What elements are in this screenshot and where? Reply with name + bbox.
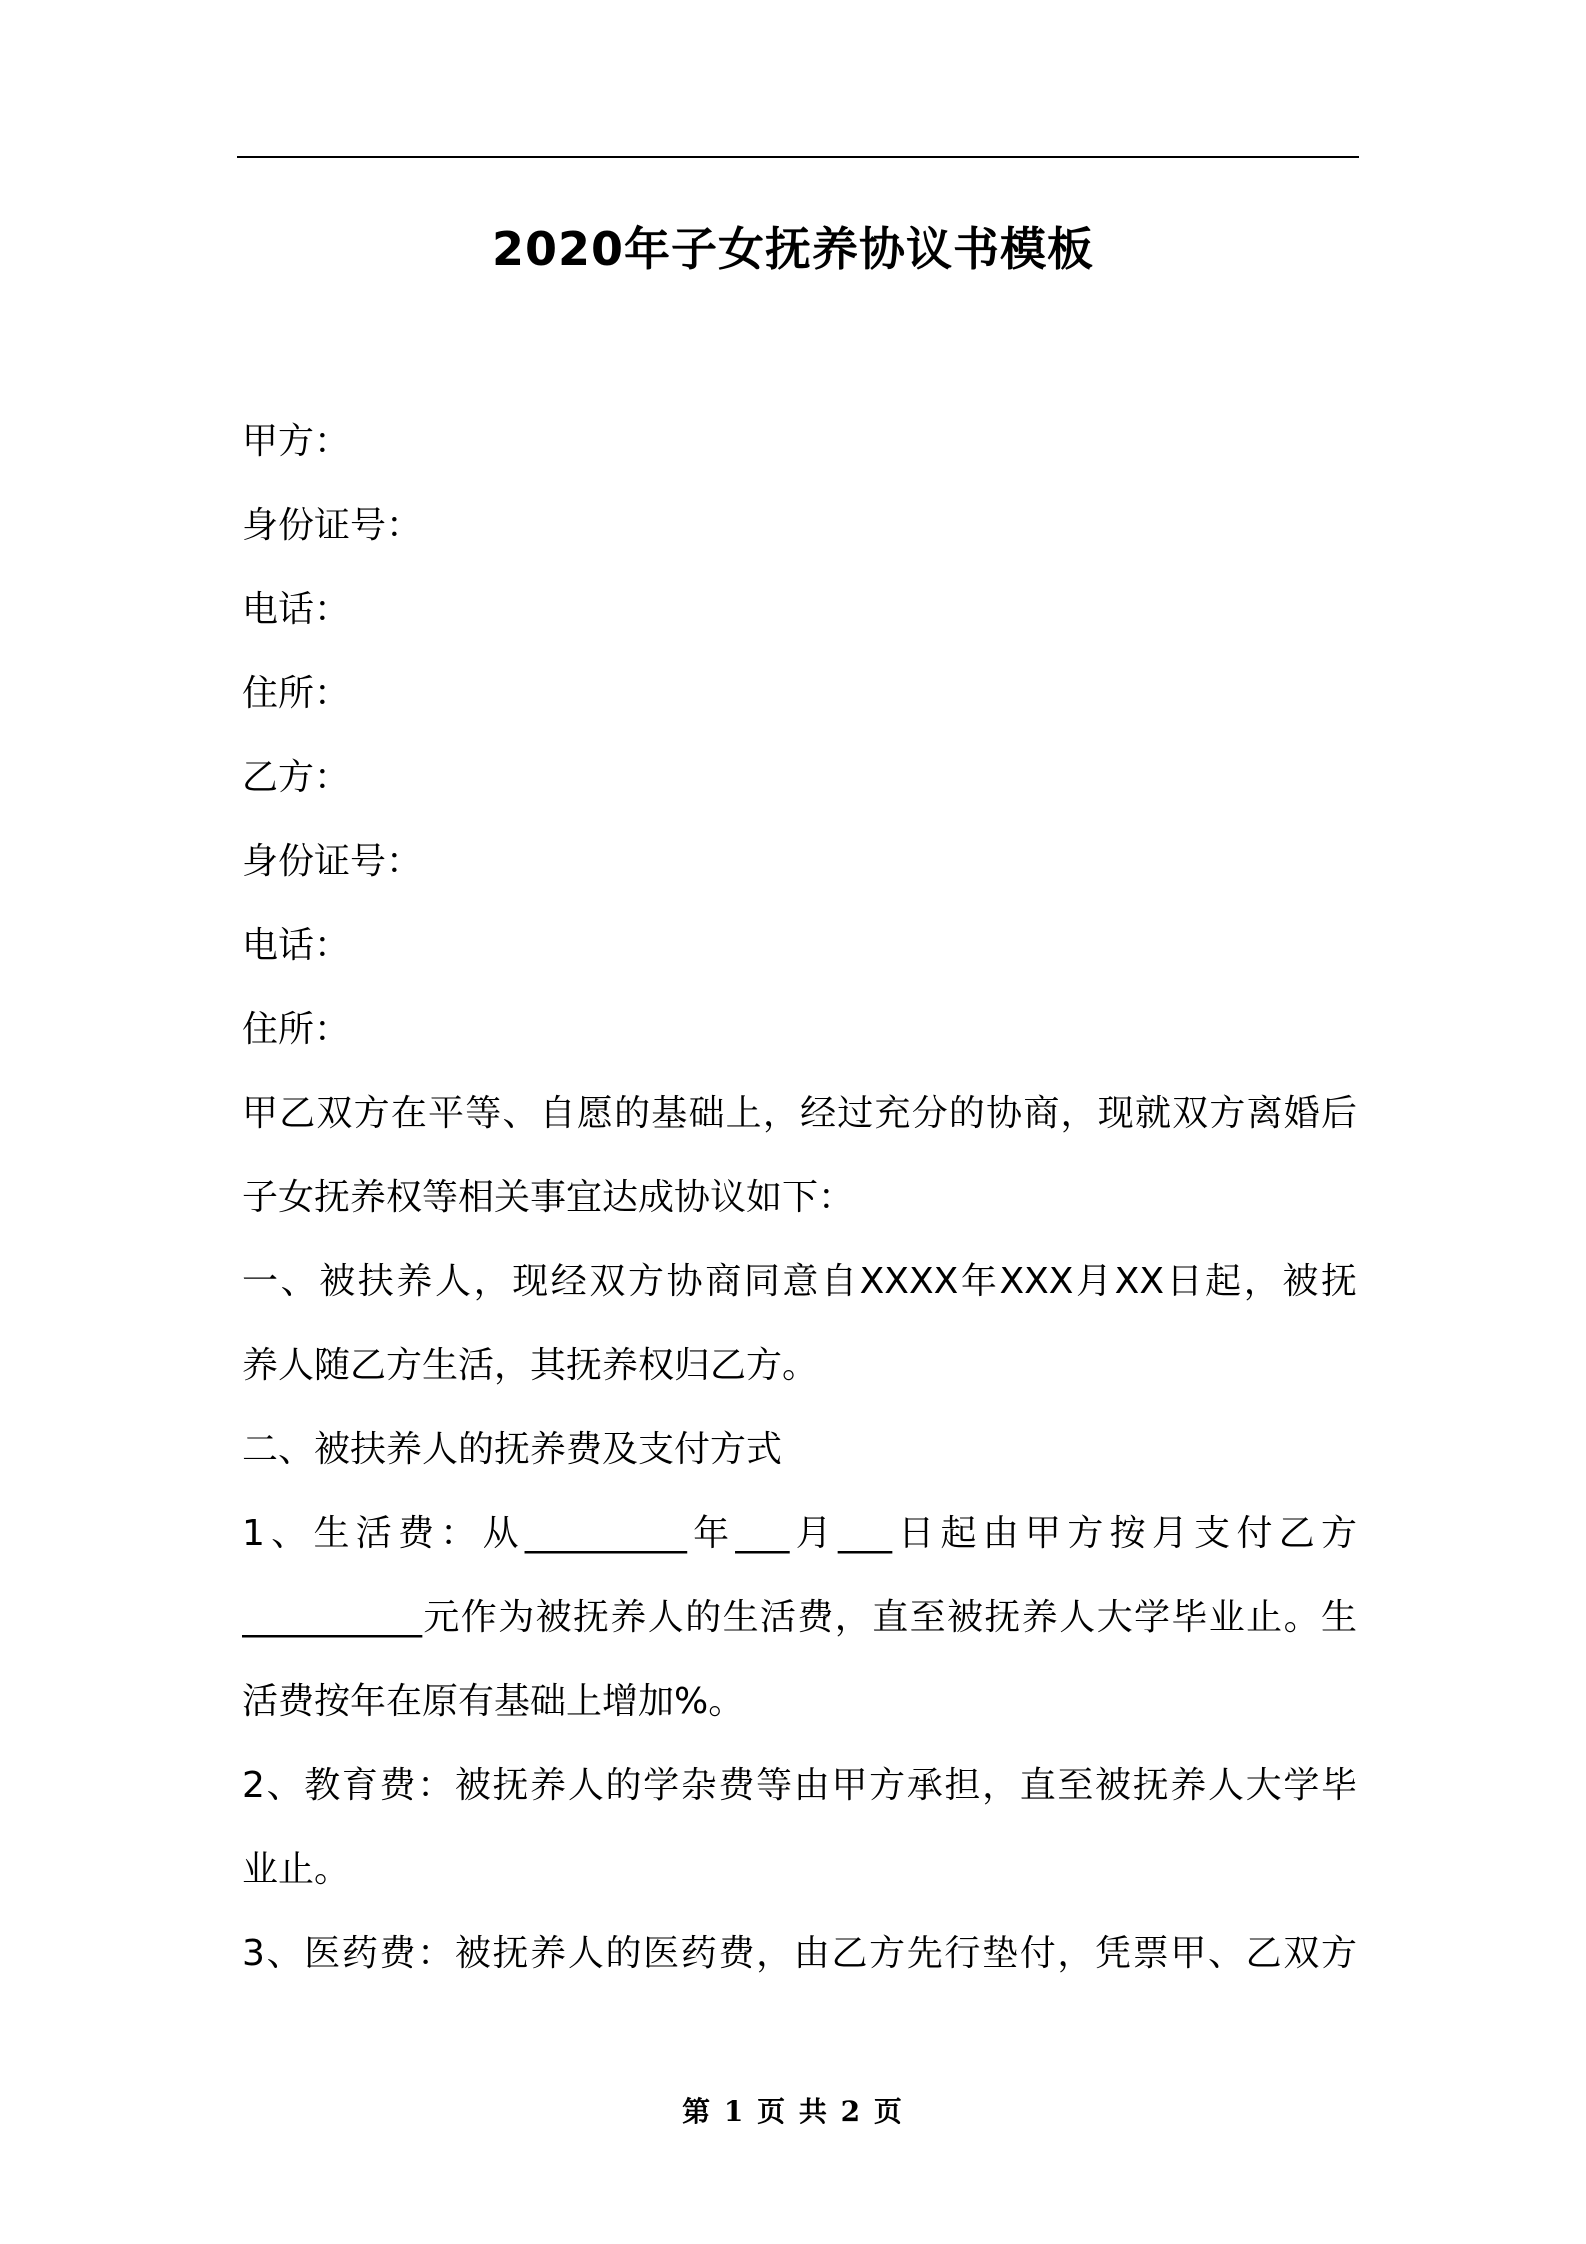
header-rule xyxy=(237,156,1359,158)
preamble-line-1: 甲乙双方在平等、自愿的基础上，经过充分的协商，现就双方离婚后 xyxy=(242,1093,1357,1134)
living-expense-line-1: 1、生活费：从_________年___月___日起由甲方按月支付乙方 xyxy=(242,1513,1357,1554)
clause-1-line-1: 一、被扶养人，现经双方协商同意自XXXX年XXX月XX日起，被抚 xyxy=(242,1261,1357,1302)
document-body xyxy=(242,400,1357,1996)
party-b-phone-label: 电话： xyxy=(242,925,351,966)
page-indicator: 第 1 页 共 2 页 xyxy=(682,2095,904,2128)
party-b-address-label: 住所： xyxy=(242,1009,351,1050)
party-a-id-number-label: 身份证号： xyxy=(242,505,423,546)
education-expense-line-1: 2、教育费：被抚养人的学杂费等由甲方承担，直至被抚养人大学毕 xyxy=(242,1765,1357,1806)
party-b-id-number-label: 身份证号： xyxy=(242,841,423,882)
living-expense-line-3: 活费按年在原有基础上增加%。 xyxy=(242,1681,745,1722)
medical-expense-line-1: 3、医药费：被抚养人的医药费，由乙方先行垫付，凭票甲、乙双方 xyxy=(242,1933,1357,1974)
document-title: 2020年子女抚养协议书模板 xyxy=(491,222,1095,276)
party-b-label: 乙方： xyxy=(242,757,351,798)
clause-1-line-2: 养人随乙方生活，其抚养权归乙方。 xyxy=(242,1345,819,1386)
education-expense-line-2: 业止。 xyxy=(242,1849,351,1890)
living-expense-line-2: __________元作为被抚养人的生活费，直至被抚养人大学毕业止。生 xyxy=(242,1597,1357,1638)
party-a-phone-label: 电话： xyxy=(242,589,351,630)
party-a-label: 甲方： xyxy=(242,421,351,462)
preamble-line-2: 子女抚养权等相关事宜达成协议如下： xyxy=(242,1177,855,1218)
clause-2-heading: 二、被扶养人的抚养费及支付方式 xyxy=(242,1429,783,1470)
party-a-address-label: 住所： xyxy=(242,673,351,714)
